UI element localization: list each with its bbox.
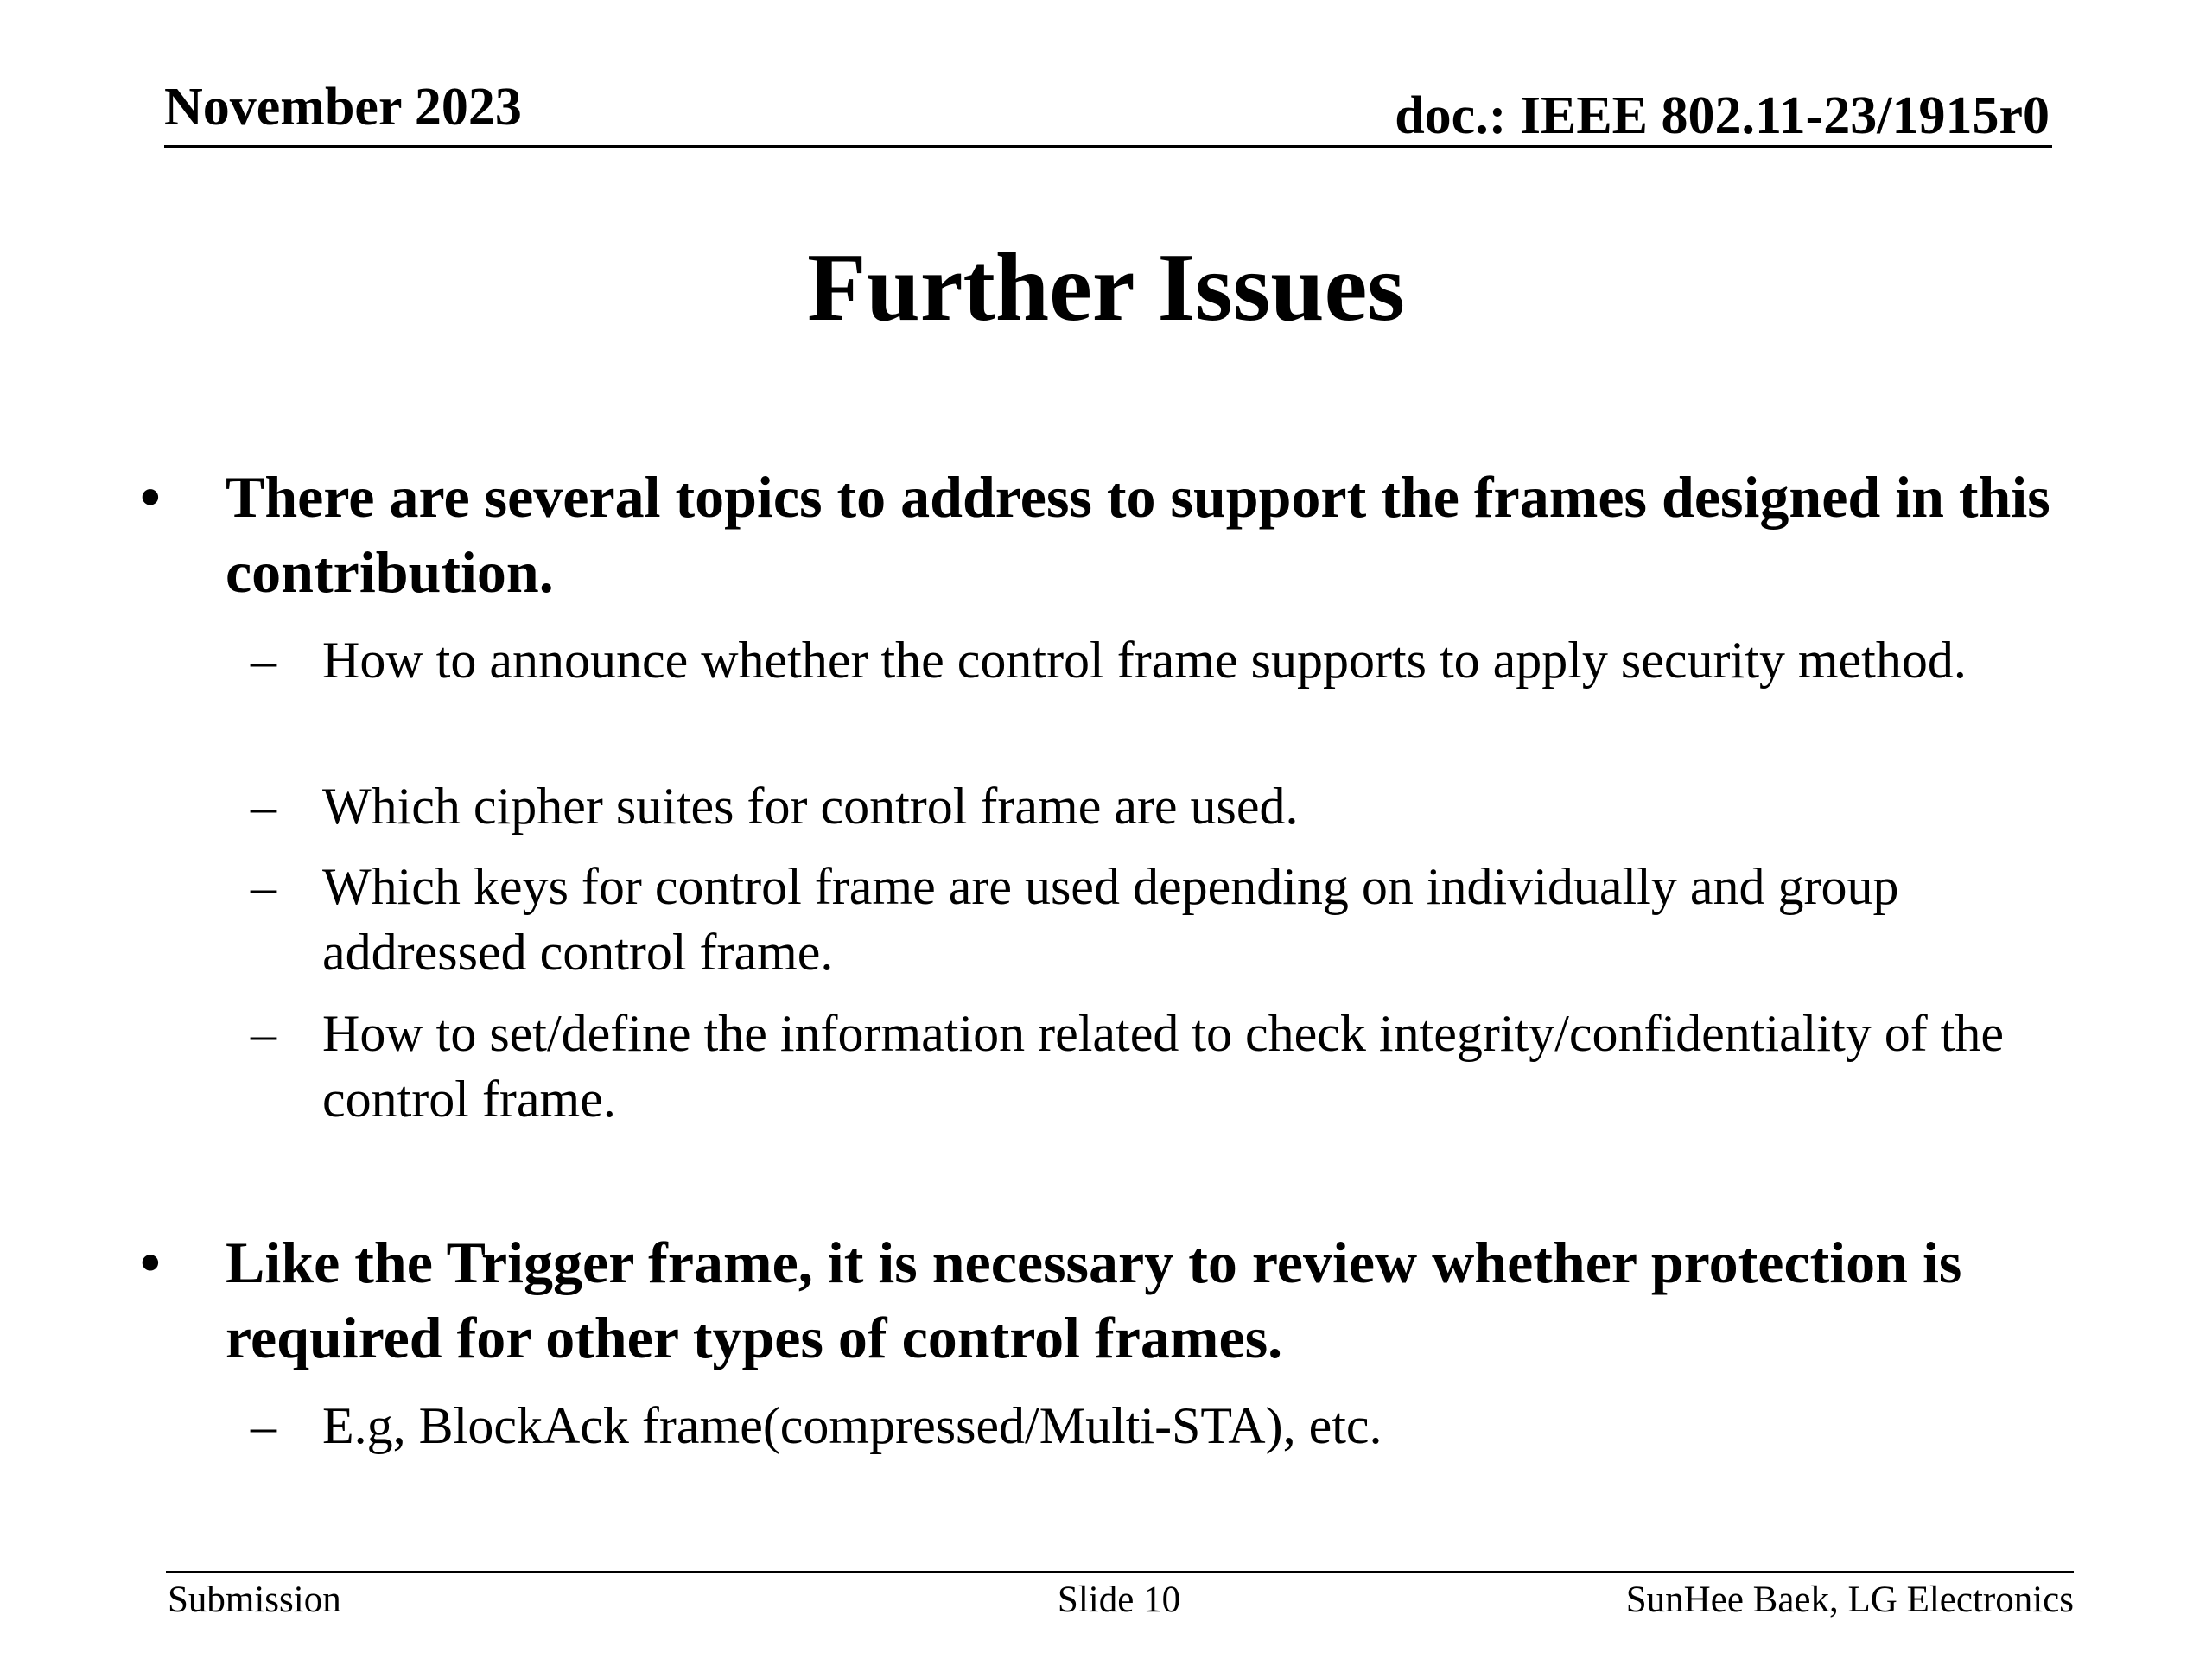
bullet-1-sub-2 (251, 773, 2065, 839)
bullet-2-sub-1-text: E.g, BlockAck frame(compressed/Multi-STA), etc. (322, 1397, 1382, 1454)
bullet-1-sub-3-text: Which keys for control frame are used depending on individually and group addressed control frame. (322, 858, 1899, 981)
bullet-1-sub-1-marker: – (251, 632, 276, 689)
footer-divider (166, 1571, 2074, 1573)
bullet-2-text: Like the Trigger frame, it is necessary to review whether protection is required for other types of control frames. (226, 1230, 1962, 1370)
slide-title: Further Issues (807, 234, 1405, 341)
header-date: November 2023 (164, 78, 522, 137)
bullet-2 (140, 1225, 2075, 1376)
header-divider (164, 145, 2052, 148)
bullet-1-text: There are several topics to address to support the frames designed in this contribution. (226, 464, 2050, 605)
bullet-1-sub-4 (251, 1001, 2065, 1132)
bullet-2-sub-1 (251, 1393, 2065, 1459)
bullet-1 (140, 460, 2075, 610)
bullet-1-marker: • (140, 464, 161, 530)
bullet-1-sub-2-text: Which cipher suites for control frame are used. (322, 778, 1299, 835)
bullet-1-sub-1 (251, 627, 2065, 693)
bullet-1-sub-4-marker: – (251, 1005, 276, 1062)
footer-author: SunHee Baek, LG Electronics (1625, 1580, 2074, 1620)
bullet-2-sub-1-marker: – (251, 1397, 276, 1454)
bullet-1-sub-4-text: How to set/define the information related to check integrity/confidentiality of the control frame. (322, 1005, 2005, 1128)
footer-slide-number: Slide 10 (1057, 1580, 1181, 1620)
bullet-1-sub-3-marker: – (251, 858, 276, 915)
bullet-1-sub-1-text: How to announce whether the control frame supports to apply security method. (322, 632, 1967, 689)
header-doc-number: doc.: IEEE 802.11-23/1915r0 (1395, 86, 2050, 145)
bullet-1-sub-3 (251, 854, 2065, 985)
bullet-1-sub-2-marker: – (251, 778, 276, 835)
bullet-2-marker: • (140, 1230, 161, 1295)
footer-submission: Submission (168, 1580, 341, 1620)
